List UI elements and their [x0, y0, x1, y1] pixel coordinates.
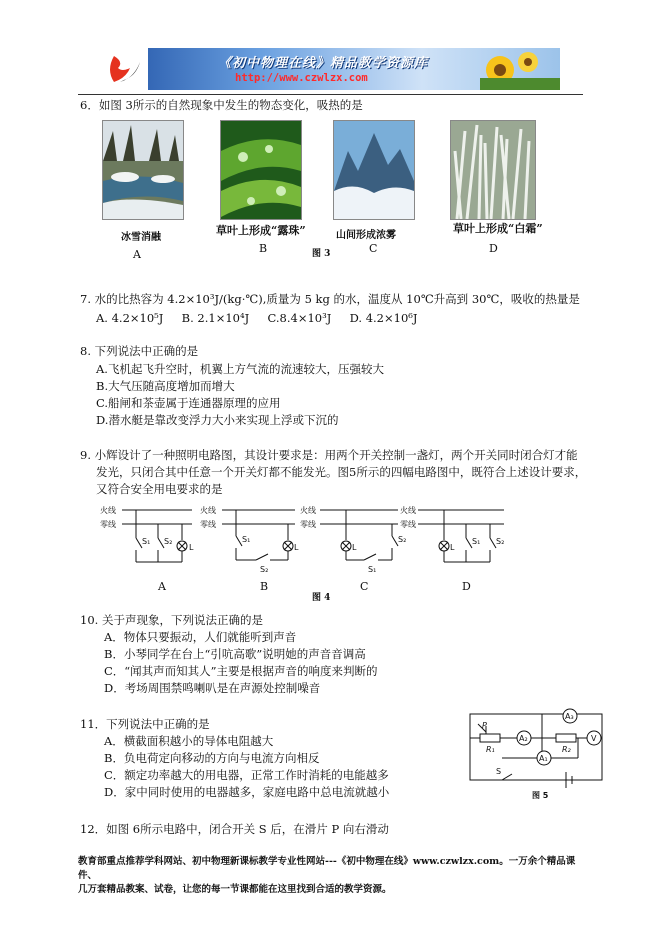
fig5-v: V — [591, 734, 597, 743]
q6-figure-label: 图 3 — [312, 249, 331, 259]
q6-photo-c — [333, 120, 415, 220]
fog-icon — [334, 121, 414, 219]
fig5-a2: A₂ — [519, 734, 528, 743]
fig5-p: P — [482, 721, 487, 730]
q11-option-c: C．额定功率越大的用电器，正常工作时消耗的电能越多 — [104, 768, 389, 782]
q9-letter-c: C — [360, 580, 369, 593]
circuit-c-s1: S₁ — [368, 565, 377, 574]
q9-line1: 9. 小辉设计了一种照明电路图，其设计要求是：用两个开关控制一盏灯，两个开关同时闭合灯才能 — [80, 448, 578, 462]
header-rule — [78, 94, 583, 95]
q10-option-a: A．物体只要振动，人们就能听到声音 — [104, 630, 297, 644]
q6-letter-a: A — [133, 248, 141, 261]
q7-options: A. 4.2×10⁵J B. 2.1×10⁴J C.8.4×10³J D. 4.2×10⁶J — [96, 311, 418, 325]
snow-melting-icon — [103, 121, 183, 219]
footer-line1: 教育部重点推荐学科网站、初中物理新课标教学专业性网站---《初中物理在线》www.czwlzx.com。一万余个精品课件、 — [78, 856, 576, 881]
fig5-r2: R₂ — [562, 745, 571, 754]
footer-line2: 几万套精品教案、试卷，让您的每一节课都能在这里找到合适的教学资源。 — [78, 884, 392, 895]
frost-icon — [451, 121, 535, 219]
circuit-c-s2: S₂ — [398, 535, 407, 544]
q9-figure-label: 图 4 — [312, 593, 331, 603]
q8-option-b: B.大气压随高度增加而增大 — [96, 379, 235, 393]
q6-letter-b: B — [259, 242, 268, 255]
circuit-b-lamp: L — [294, 543, 299, 552]
q10-stem: 10. 关于声现象，下列说法正确的是 — [80, 613, 263, 627]
q11-stem: 11．下列说法中正确的是 — [80, 717, 210, 731]
footer — [78, 855, 588, 897]
fig5-r1: R₁ — [486, 745, 495, 754]
q11-option-d: D．家中同时使用的电器越多，家庭电路中总电流就越小 — [104, 785, 390, 799]
q6-caption-c: 山间形成浓雾 — [336, 230, 396, 241]
circuit-d-s1: S₁ — [472, 537, 481, 546]
q6-caption-a: 冰雪消融 — [121, 232, 161, 243]
q7-stem: 7. 水的比热容为 4.2×10³J/(kg·℃),质量为 5 kg 的水，温度从 10℃升高到 30℃，吸收的热量是 — [80, 292, 580, 306]
q9-line2: 发光，只闭合其中任意一个开关灯都不能发光。图5所示的四幅电路图中，既符合上述设计要求， — [96, 465, 587, 479]
q8-option-d: D.潜水艇是靠改变浮力大小来实现上浮或下沉的 — [96, 413, 339, 427]
q8-option-a: A.飞机起飞升空时，机翼上方气流的流速较大，压强较大 — [96, 362, 384, 376]
q11-circuit-figure — [462, 708, 612, 800]
q12-stem: 12．如图 6所示电路中，闭合开关 S 后，在滑片 P 向右滑动 — [80, 822, 389, 836]
q10-option-c: C．“闻其声而知其人”主要是根据声音的响度来判断的 — [104, 664, 378, 678]
circuit-d-neutral: 零线 — [400, 520, 416, 529]
q11-option-b: B．负电荷定向移动的方向与电流方向相反 — [104, 751, 320, 765]
circuit-d-lamp: L — [450, 543, 455, 552]
q8-stem: 8. 下列说法中正确的是 — [80, 344, 199, 358]
q6-photo-d — [450, 120, 536, 220]
q6-letter-c: C — [369, 242, 378, 255]
q6-caption-b: 草叶上形成“露珠” — [216, 224, 306, 237]
circuit-b-s1: S₁ — [242, 535, 251, 544]
circuit-a-s2: S₂ — [164, 537, 173, 546]
circuit-c-live: 火线 — [300, 506, 316, 515]
q6-caption-d: 草叶上形成“白霜” — [453, 222, 543, 235]
circuit-d-s2: S₂ — [496, 537, 505, 546]
fig5-a1: A₁ — [539, 754, 548, 763]
fig5-s: S — [496, 767, 502, 776]
q9-letter-d: D — [462, 580, 471, 593]
banner-url: http://www.czwlzx.com — [235, 72, 368, 84]
dewdrop-icon — [221, 121, 301, 219]
fig5-a3: A₃ — [565, 712, 574, 721]
q11-option-a: A．横截面积越小的导体电阻越大 — [104, 734, 274, 748]
banner-title: 《初中物理在线》精品教学资源库 — [218, 56, 429, 71]
fig5-label: 图 5 — [532, 791, 549, 800]
circuit-a-neutral: 零线 — [100, 520, 116, 529]
q9-circuit-diagrams — [100, 500, 520, 580]
q10-option-b: B．小琴同学在台上“引吭高歌”说明她的声音音调高 — [104, 647, 366, 661]
circuit-b-live: 火线 — [200, 506, 216, 515]
circuit-d-live: 火线 — [400, 506, 416, 515]
circuit-b-neutral: 零线 — [200, 520, 216, 529]
circuit-a-lamp: L — [189, 543, 194, 552]
q10-option-d: D．考场周围禁鸣喇叭是在声源处控制噪音 — [104, 681, 321, 695]
circuit-c-neutral: 零线 — [300, 520, 316, 529]
q6-letter-d: D — [489, 242, 498, 255]
header-banner — [100, 48, 560, 90]
q9-line3: 又符合安全用电要求的是 — [96, 482, 223, 496]
circuit-b-s2: S₂ — [260, 565, 269, 574]
circuit-a-s1: S₁ — [142, 537, 151, 546]
q9-letter-a: A — [158, 580, 166, 593]
q8-option-c: C.船闸和茶壶属于连通器原理的应用 — [96, 396, 281, 410]
q9-letter-b: B — [260, 580, 269, 593]
circuit-c-lamp: L — [352, 543, 357, 552]
circuit-a-live: 火线 — [100, 506, 116, 515]
q6-photo-a — [102, 120, 184, 220]
q6-stem: 6．如图 3所示的自然现象中发生的物态变化，吸热的是 — [80, 98, 363, 112]
q6-photo-b — [220, 120, 302, 220]
